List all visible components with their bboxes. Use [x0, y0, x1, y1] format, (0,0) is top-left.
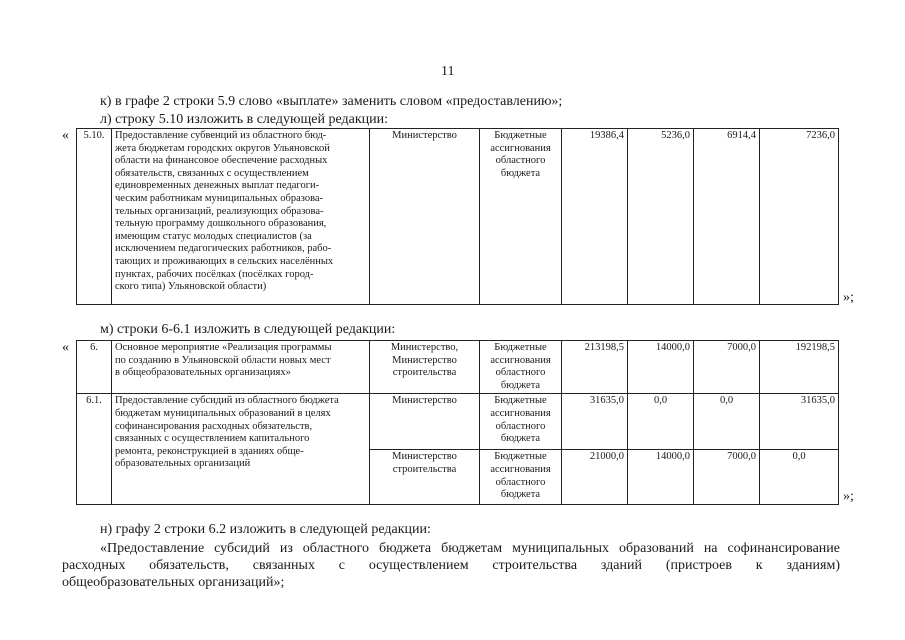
table-row	[77, 341, 839, 394]
row-name: Предоставление субвенций из областного бюд- жета бюджетам городских округов Ульяновской области на финансовое обеспечение расходных обязательств, связанных с осуществлением единовременных денежных выплат педагоги- ческим работникам муниципальных образова- тельных организаций, реализующих образова- тельную программу дошкольного образования, имеющим статус молодых специалистов (за исключением педагогических работников, рабо- тающих и проживающих в сельских населённых пунктах, рабочих посёлках (посёлках город- ского типа) Ульяновской области)	[112, 129, 370, 305]
row-executor: Министерство, Министерство строительства	[370, 341, 480, 394]
row-source: Бюджетные ассигнования областного бюджета	[480, 129, 562, 305]
table-row	[77, 129, 839, 305]
row-number: 5.10.	[77, 129, 112, 305]
row-year2: 6914,4	[694, 129, 760, 305]
paragraph-n: н) графу 2 строки 6.2 изложить в следующей редакции:	[100, 522, 431, 537]
table-row	[77, 394, 839, 450]
row-year1: 14000,0	[628, 450, 694, 505]
row-total: 213198,5	[562, 341, 628, 394]
table1-close-quote: »;	[843, 290, 854, 305]
table2-open-quote: «	[62, 340, 69, 355]
row-year3: 192198,5	[760, 341, 839, 394]
row-total: 21000,0	[562, 450, 628, 505]
paragraph-m: м) строки 6-6.1 изложить в следующей редакции:	[100, 322, 396, 337]
row-year2: 7000,0	[694, 450, 760, 505]
row-year2: 0,0	[694, 394, 760, 450]
row-year1: 14000,0	[628, 341, 694, 394]
table2-close-quote: »;	[843, 489, 854, 504]
paragraph-k: к) в графе 2 строки 5.9 слово «выплате» заменить словом «предоставлению»;	[100, 94, 563, 109]
row-executor: Министерство	[370, 394, 480, 450]
table-rows-6-6-1	[76, 340, 839, 505]
page-number: 11	[441, 64, 455, 79]
row-name: Предоставление субсидий из областного бюджета бюджетам муниципальных образований в целях софинансирования расходных обязательств, связанных с осуществлением капитального ремонта, реконструкцией в зданиях обще- образовательных организаций	[112, 394, 370, 505]
row-total: 31635,0	[562, 394, 628, 450]
row-year3: 31635,0	[760, 394, 839, 450]
row-year3: 0,0	[760, 450, 839, 505]
row-executor: Министерство	[370, 129, 480, 305]
table1-open-quote: «	[62, 128, 69, 143]
row-source: Бюджетные ассигнования областного бюджета	[480, 394, 562, 450]
row-year1: 5236,0	[628, 129, 694, 305]
row-total: 19386,4	[562, 129, 628, 305]
row-source: Бюджетные ассигнования областного бюджета	[480, 450, 562, 505]
row-year3: 7236,0	[760, 129, 839, 305]
row-year2: 7000,0	[694, 341, 760, 394]
row-number: 6.	[77, 341, 112, 394]
quoted-replacement-text: «Предоставление субсидий из областного бюджета бюджетам муниципальных образований на софинансирование расходных обязательств, связанных с осуществлением строительства зданий (пристроев к зданиям) общеобразовательных организаций»;	[62, 541, 840, 590]
paragraph-l: л) строку 5.10 изложить в следующей редакции:	[100, 112, 389, 127]
row-source: Бюджетные ассигнования областного бюджета	[480, 341, 562, 394]
row-year1: 0,0	[628, 394, 694, 450]
row-executor: Министерство строительства	[370, 450, 480, 505]
table-row-5-10	[76, 128, 839, 305]
row-number: 6.1.	[77, 394, 112, 505]
row-name: Основное мероприятие «Реализация программы по созданию в Ульяновской области новых мест в общеобразовательных организациях»	[112, 341, 370, 394]
